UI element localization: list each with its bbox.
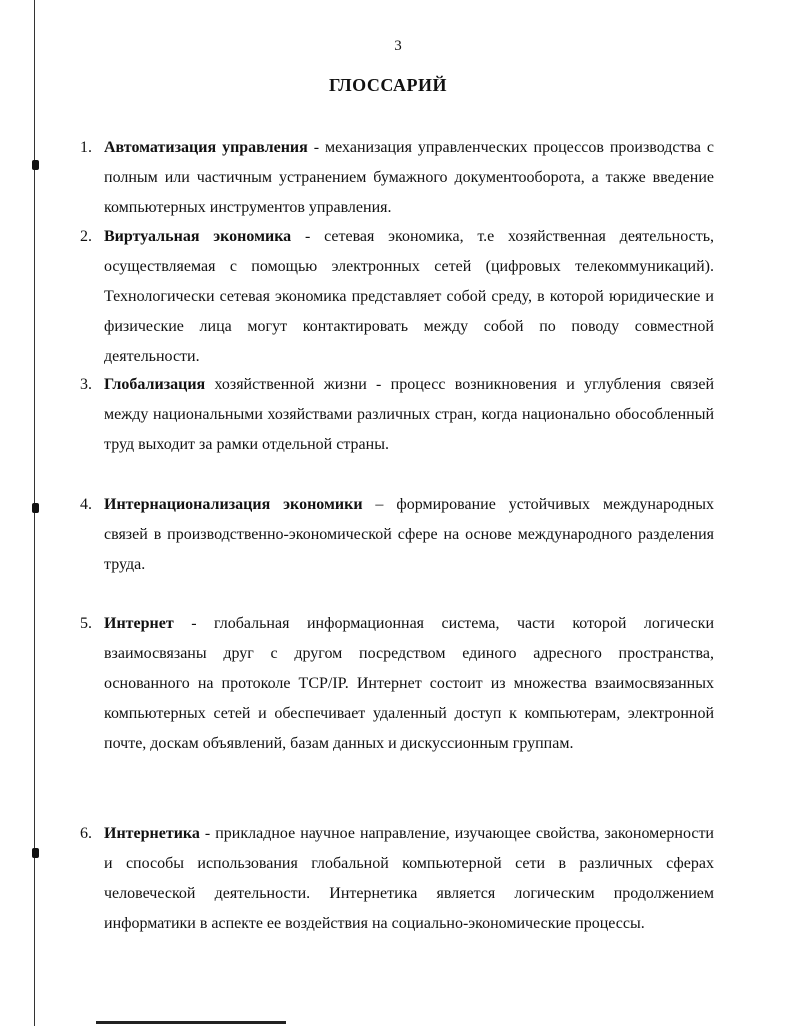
glossary-entry (80, 609, 714, 759)
entry-term: Виртуальная экономика (104, 228, 292, 245)
entry-term: Интернетика (104, 825, 200, 842)
glossary-entry (80, 490, 715, 580)
entry-definition: механизация управленческих процессов производства с полным или частичным устранением бумажного документооборота, а также введение компьютерных инструментов управления. (104, 139, 715, 216)
entry-term: Автоматизация управления (104, 139, 308, 156)
page-title: ГЛОССАРИЙ (329, 75, 447, 95)
entry-number: 1. (80, 139, 92, 156)
entry-term: Интернационализация экономики (104, 496, 363, 513)
glossary-entry (80, 819, 714, 939)
entry-term: Интернет (104, 615, 174, 632)
entry-term: Глобализация (104, 376, 206, 393)
entry-number: 5. (80, 615, 92, 632)
entry-number: 6. (80, 825, 92, 842)
glossary-entry (80, 133, 715, 223)
entry-definition: сетевая экономика, т.е хозяйственная деятельность, осуществляемая с помощью электронных сетей (цифровых телекоммуникаций). Технологически сетевая экономика представляет собой среду, в которой юридические и физические лица могут контактировать между собой по поводу совместной деятельности. (104, 228, 714, 365)
page-number: 3 (394, 38, 402, 54)
glossary-entry (80, 370, 714, 460)
glossary-entry (80, 222, 714, 372)
scan-edge-line (34, 0, 35, 1026)
entry-definition: прикладное научное направление, изучающее свойства, закономерности и способы использования глобальной компьютерной сети в различных сферах человеческой деятельности. Интернетика является логическим продолжением информатики в аспекте ее воздействия на социально-экономические процессы. (104, 825, 714, 932)
entry-separator: - (173, 615, 215, 632)
entry-separator: - (307, 139, 326, 156)
entry-number: 2. (80, 228, 92, 245)
scan-binding-mark (32, 848, 39, 858)
bottom-rule (96, 1021, 286, 1024)
entry-number: 3. (80, 376, 92, 393)
scan-binding-mark (32, 503, 39, 513)
entry-separator: - (291, 228, 325, 245)
entry-separator: – (362, 496, 397, 513)
entry-definition: хозяйственной жизни - процесс возникновения и углубления связей между национальными хозяйствами различных стран, когда национально обособленный труд выходит за рамки отдельной страны. (104, 376, 714, 453)
entry-separator: - (199, 825, 216, 842)
entry-definition: формирование устойчивых международных связей в производственно-экономической сфере на основе международного разделения труда. (104, 496, 715, 573)
entry-definition: глобальная информационная система, части которой логически взаимосвязаны друг с другом посредством единого адресного пространства, основанного на протоколе TCP/IP. Интернет состоит из множества взаимосвязанных компьютерных сетей и обеспечивает удаленный доступ к компьютерам, электронной почте, доскам объявлений, базам данных и дискуссионным группам. (104, 615, 714, 752)
scan-binding-mark (32, 160, 39, 170)
entry-number: 4. (80, 496, 92, 513)
